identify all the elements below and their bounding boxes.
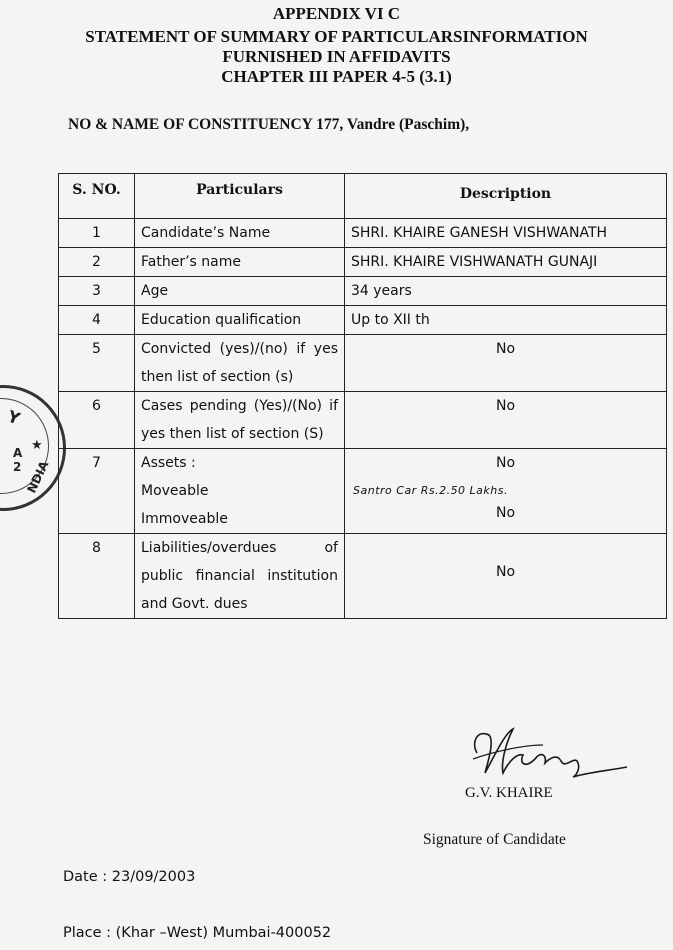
table-row (59, 277, 667, 306)
row-particular (135, 449, 345, 534)
row-particular: Convicted (yes)/(no) if yes then list of section (s) (135, 335, 345, 392)
row-particular: Age (135, 277, 345, 306)
statement-title: STATEMENT OF SUMMARY OF PARTICULARSINFORMATION (85, 27, 588, 46)
row-particular: Father’s name (135, 248, 345, 277)
row-description: Up to XII th (345, 306, 667, 335)
place-line: Place : (Khar –West) Mumbai-400052 (63, 925, 332, 941)
row-sno: 6 (59, 392, 135, 449)
row-description: SHRI. KHAIRE VISHWANATH GUNAJI (345, 248, 667, 277)
row-sno: 8 (59, 534, 135, 619)
column-header-description: Description (345, 174, 667, 219)
handwritten-assets-note: Santro Car Rs.2.50 Lakhs. (353, 484, 508, 497)
constituency-heading: NO & NAME OF CONSTITUENCY 177, Vandre (Paschim), (68, 116, 470, 133)
seal-stamp: Y ★ A 2 NDIA (0, 385, 66, 511)
assets-label: Assets : (141, 455, 196, 471)
assets-description-top: No (495, 455, 516, 471)
statement-subtitle: FURNISHED IN AFFIDAVITS (222, 47, 451, 66)
row-sno: 7 (59, 449, 135, 534)
table-row (59, 306, 667, 335)
row-sno: 3 (59, 277, 135, 306)
row-sno: 1 (59, 219, 135, 248)
table-row (59, 392, 667, 449)
table-row (59, 449, 667, 534)
table-row (59, 534, 667, 619)
signature-label: Signature of Candidate (423, 831, 566, 848)
assets-immoveable-label: Immoveable (141, 511, 228, 527)
assets-moveable-label: Moveable (141, 483, 209, 499)
row-sno: 2 (59, 248, 135, 277)
particulars-table (58, 173, 667, 619)
row-particular: Cases pending (Yes)/(No) if yes then list of section (S) (135, 392, 345, 449)
row-sno: 5 (59, 335, 135, 392)
table-row (59, 219, 667, 248)
row-sno: 4 (59, 306, 135, 335)
row-description: SHRI. KHAIRE GANESH VISHWANATH (345, 219, 667, 248)
row-description: No (345, 534, 667, 619)
chapter-title: CHAPTER III PAPER 4-5 (3.1) (221, 67, 452, 86)
table-row (59, 335, 667, 392)
appendix-title: APPENDIX VI C (272, 4, 401, 23)
row-particular: Liabilities/overdues of public financial institution and Govt. dues (135, 534, 345, 619)
candidate-signature (465, 715, 635, 785)
row-description (345, 449, 667, 534)
column-header-sno: S. NO. (59, 174, 135, 219)
column-header-particulars: Particulars (135, 174, 345, 219)
candidate-name-under-signature: G.V. KHAIRE (465, 785, 553, 801)
row-particular: Education qualification (135, 306, 345, 335)
table-header-row (59, 174, 667, 219)
row-description: 34 years (345, 277, 667, 306)
table-row (59, 248, 667, 277)
row-description: No (345, 335, 667, 392)
assets-description-bottom: No (495, 505, 516, 521)
date-line: Date : 23/09/2003 (63, 869, 196, 885)
row-description: No (345, 392, 667, 449)
row-particular: Candidate’s Name (135, 219, 345, 248)
